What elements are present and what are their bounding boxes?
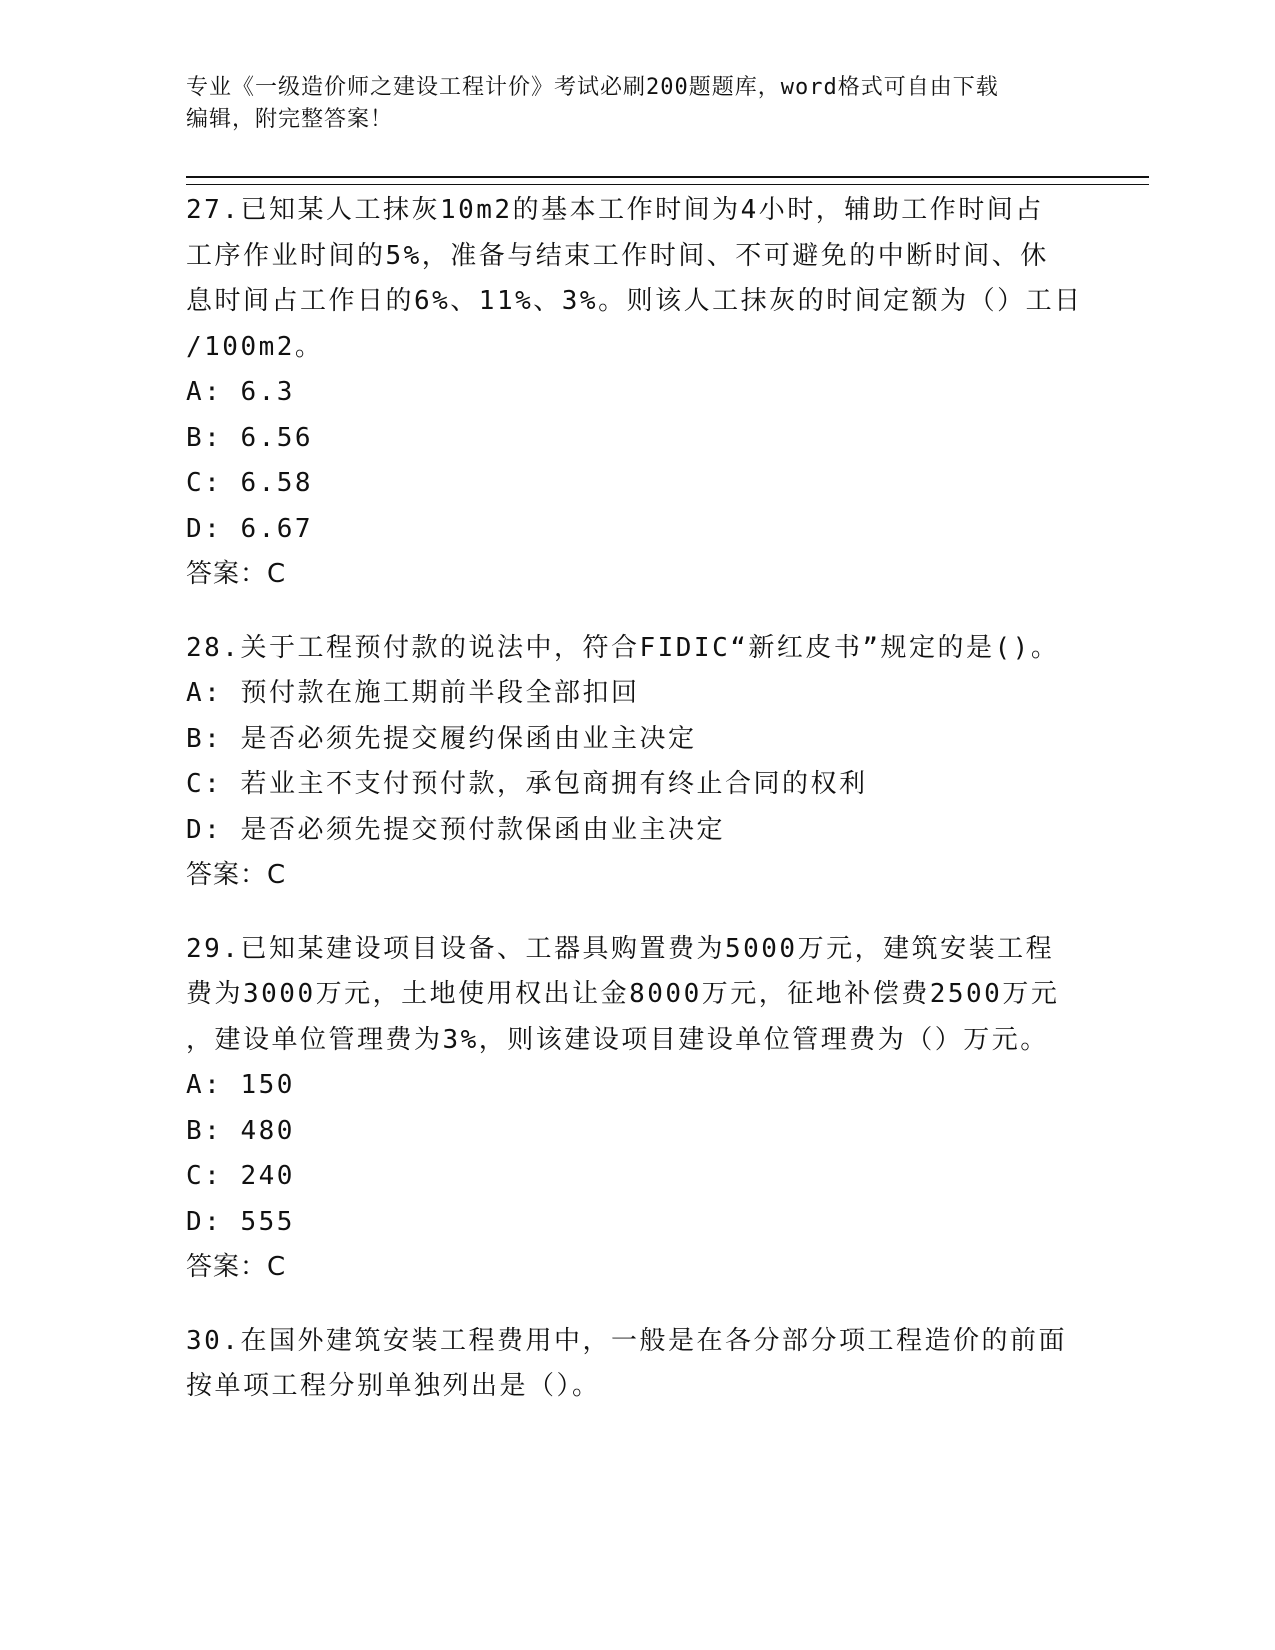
answer-line: 答案：C [186,1252,287,1282]
question-stem-line: 费为3000万元，土地使用权出让金8000万元，征地补偿费2500万元 [186,979,1060,1009]
question-stem-line: 按单项工程分别单独列出是（）。 [186,1371,601,1401]
question-stem-line: /100m2。 [186,331,324,362]
option-d: D: 555 [186,1206,295,1237]
header-divider [186,176,1149,185]
question-28 [186,626,1086,899]
option-b: B: 480 [186,1115,295,1146]
option-a: A: 预付款在施工期前半段全部扣回 [186,678,640,708]
option-d: D: 是否必须先提交预付款保函由业主决定 [186,814,725,845]
option-a: A: 6.3 [186,377,295,407]
header-line-2: 编辑，附完整答案！ [186,107,394,132]
question-29 [186,927,1086,1291]
question-stem-line: 30.在国外建筑安装工程费用中，一般是在各分部分项工程造价的前面 [186,1325,1067,1356]
question-30 [186,1319,1086,1410]
answer-line: 答案：C [186,860,287,890]
question-stem-line: 27.已知某人工抹灰10m2的基本工作时间为4小时，辅助工作时间占 [186,195,1044,225]
question-27 [186,188,1086,598]
header-line-1: 专业《一级造价师之建设工程计价》考试必刷200题题库，word格式可自由下载 [186,75,999,100]
answer-line: 答案：C [186,559,287,589]
question-stem-line: 28.关于工程预付款的说法中，符合FIDIC“新红皮书”规定的是()。 [186,632,1060,663]
question-stem-line: 29.已知某建设项目设备、工器具购置费为5000万元，建筑安装工程 [186,933,1055,964]
option-c: C: 若业主不支付预付款，承包商拥有终止合同的权利 [186,769,868,799]
option-c: C: 6.58 [186,468,314,498]
option-c: C: 240 [186,1161,295,1191]
page-header [186,72,1086,136]
option-b: B: 是否必须先提交履约保函由业主决定 [186,723,697,754]
option-d: D: 6.67 [186,513,314,544]
question-stem-line: 工序作业时间的5%，准备与结束工作时间、不可避免的中断时间、休 [186,240,1049,271]
option-b: B: 6.56 [186,422,314,453]
question-stem-line: 息时间占工作日的6%、11%、3%。则该人工抹灰的时间定额为（）工日 [186,286,1083,316]
question-stem-line: ，建设单位管理费为3%，则该建设项目建设单位管理费为（）万元。 [186,1024,1049,1055]
option-a: A: 150 [186,1070,295,1100]
question-list [186,188,1086,1438]
